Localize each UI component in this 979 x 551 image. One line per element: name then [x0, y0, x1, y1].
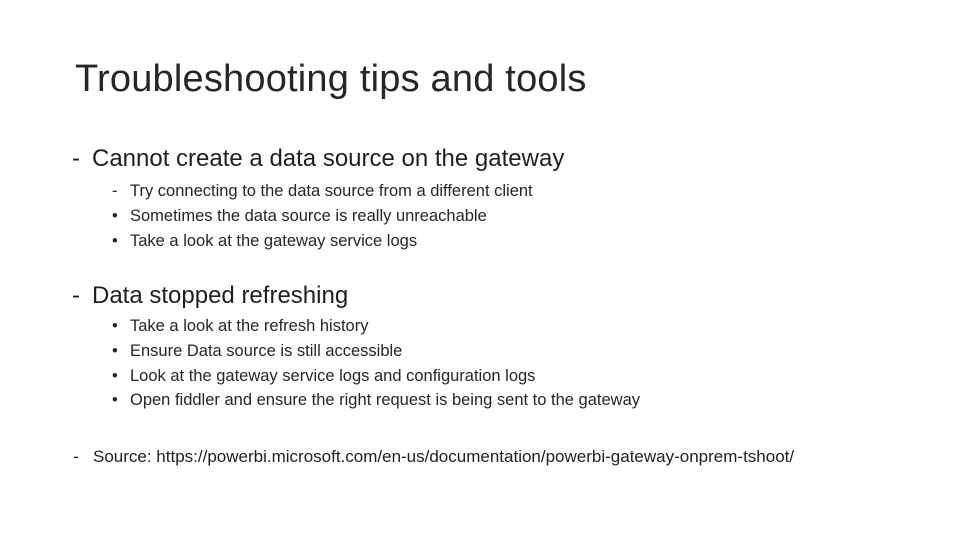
section-heading — [72, 145, 564, 173]
bullet-marker: • — [112, 317, 118, 335]
section-1-list — [112, 179, 533, 253]
section-data-stopped-refreshing — [72, 282, 348, 310]
list-item — [112, 339, 640, 364]
list-item-text: Sometimes the data source is really unreachable — [130, 206, 487, 225]
slide-title: Troubleshooting tips and tools — [75, 58, 587, 100]
section-heading — [72, 282, 348, 310]
list-item-text: Open fiddler and ensure the right request is being sent to the gateway — [130, 391, 640, 410]
dash-marker: - — [73, 447, 79, 466]
list-item — [112, 179, 533, 204]
section-cannot-create-data-source — [72, 145, 564, 173]
list-item-text: Take a look at the gateway service logs — [130, 231, 418, 250]
section-heading-text: Data stopped refreshing — [92, 282, 349, 309]
bullet-marker: • — [112, 231, 118, 250]
source-line — [73, 447, 794, 467]
list-item — [112, 364, 640, 389]
list-item — [112, 388, 640, 413]
list-item — [112, 204, 533, 229]
list-item-text: Try connecting to the data source from a different client — [130, 182, 533, 200]
list-item-text: Look at the gateway service logs and configuration logs — [130, 366, 536, 385]
bullet-marker: • — [112, 366, 118, 385]
bullet-marker: • — [112, 206, 118, 225]
dash-marker: - — [112, 182, 118, 200]
list-item — [112, 229, 533, 254]
bullet-marker: • — [112, 341, 118, 360]
list-item-text: Take a look at the refresh history — [130, 317, 369, 335]
list-item — [112, 314, 640, 339]
list-item-text: Ensure Data source is still accessible — [130, 341, 403, 360]
bullet-marker: • — [112, 391, 118, 410]
section-2-list — [112, 314, 640, 413]
dash-marker: - — [72, 282, 80, 309]
section-heading-text: Cannot create a data source on the gateway — [92, 145, 565, 172]
dash-marker: - — [72, 145, 80, 172]
source-text: Source: https://powerbi.microsoft.com/en-us/documentation/powerbi-gateway-onprem-tshoot/ — [93, 447, 795, 466]
